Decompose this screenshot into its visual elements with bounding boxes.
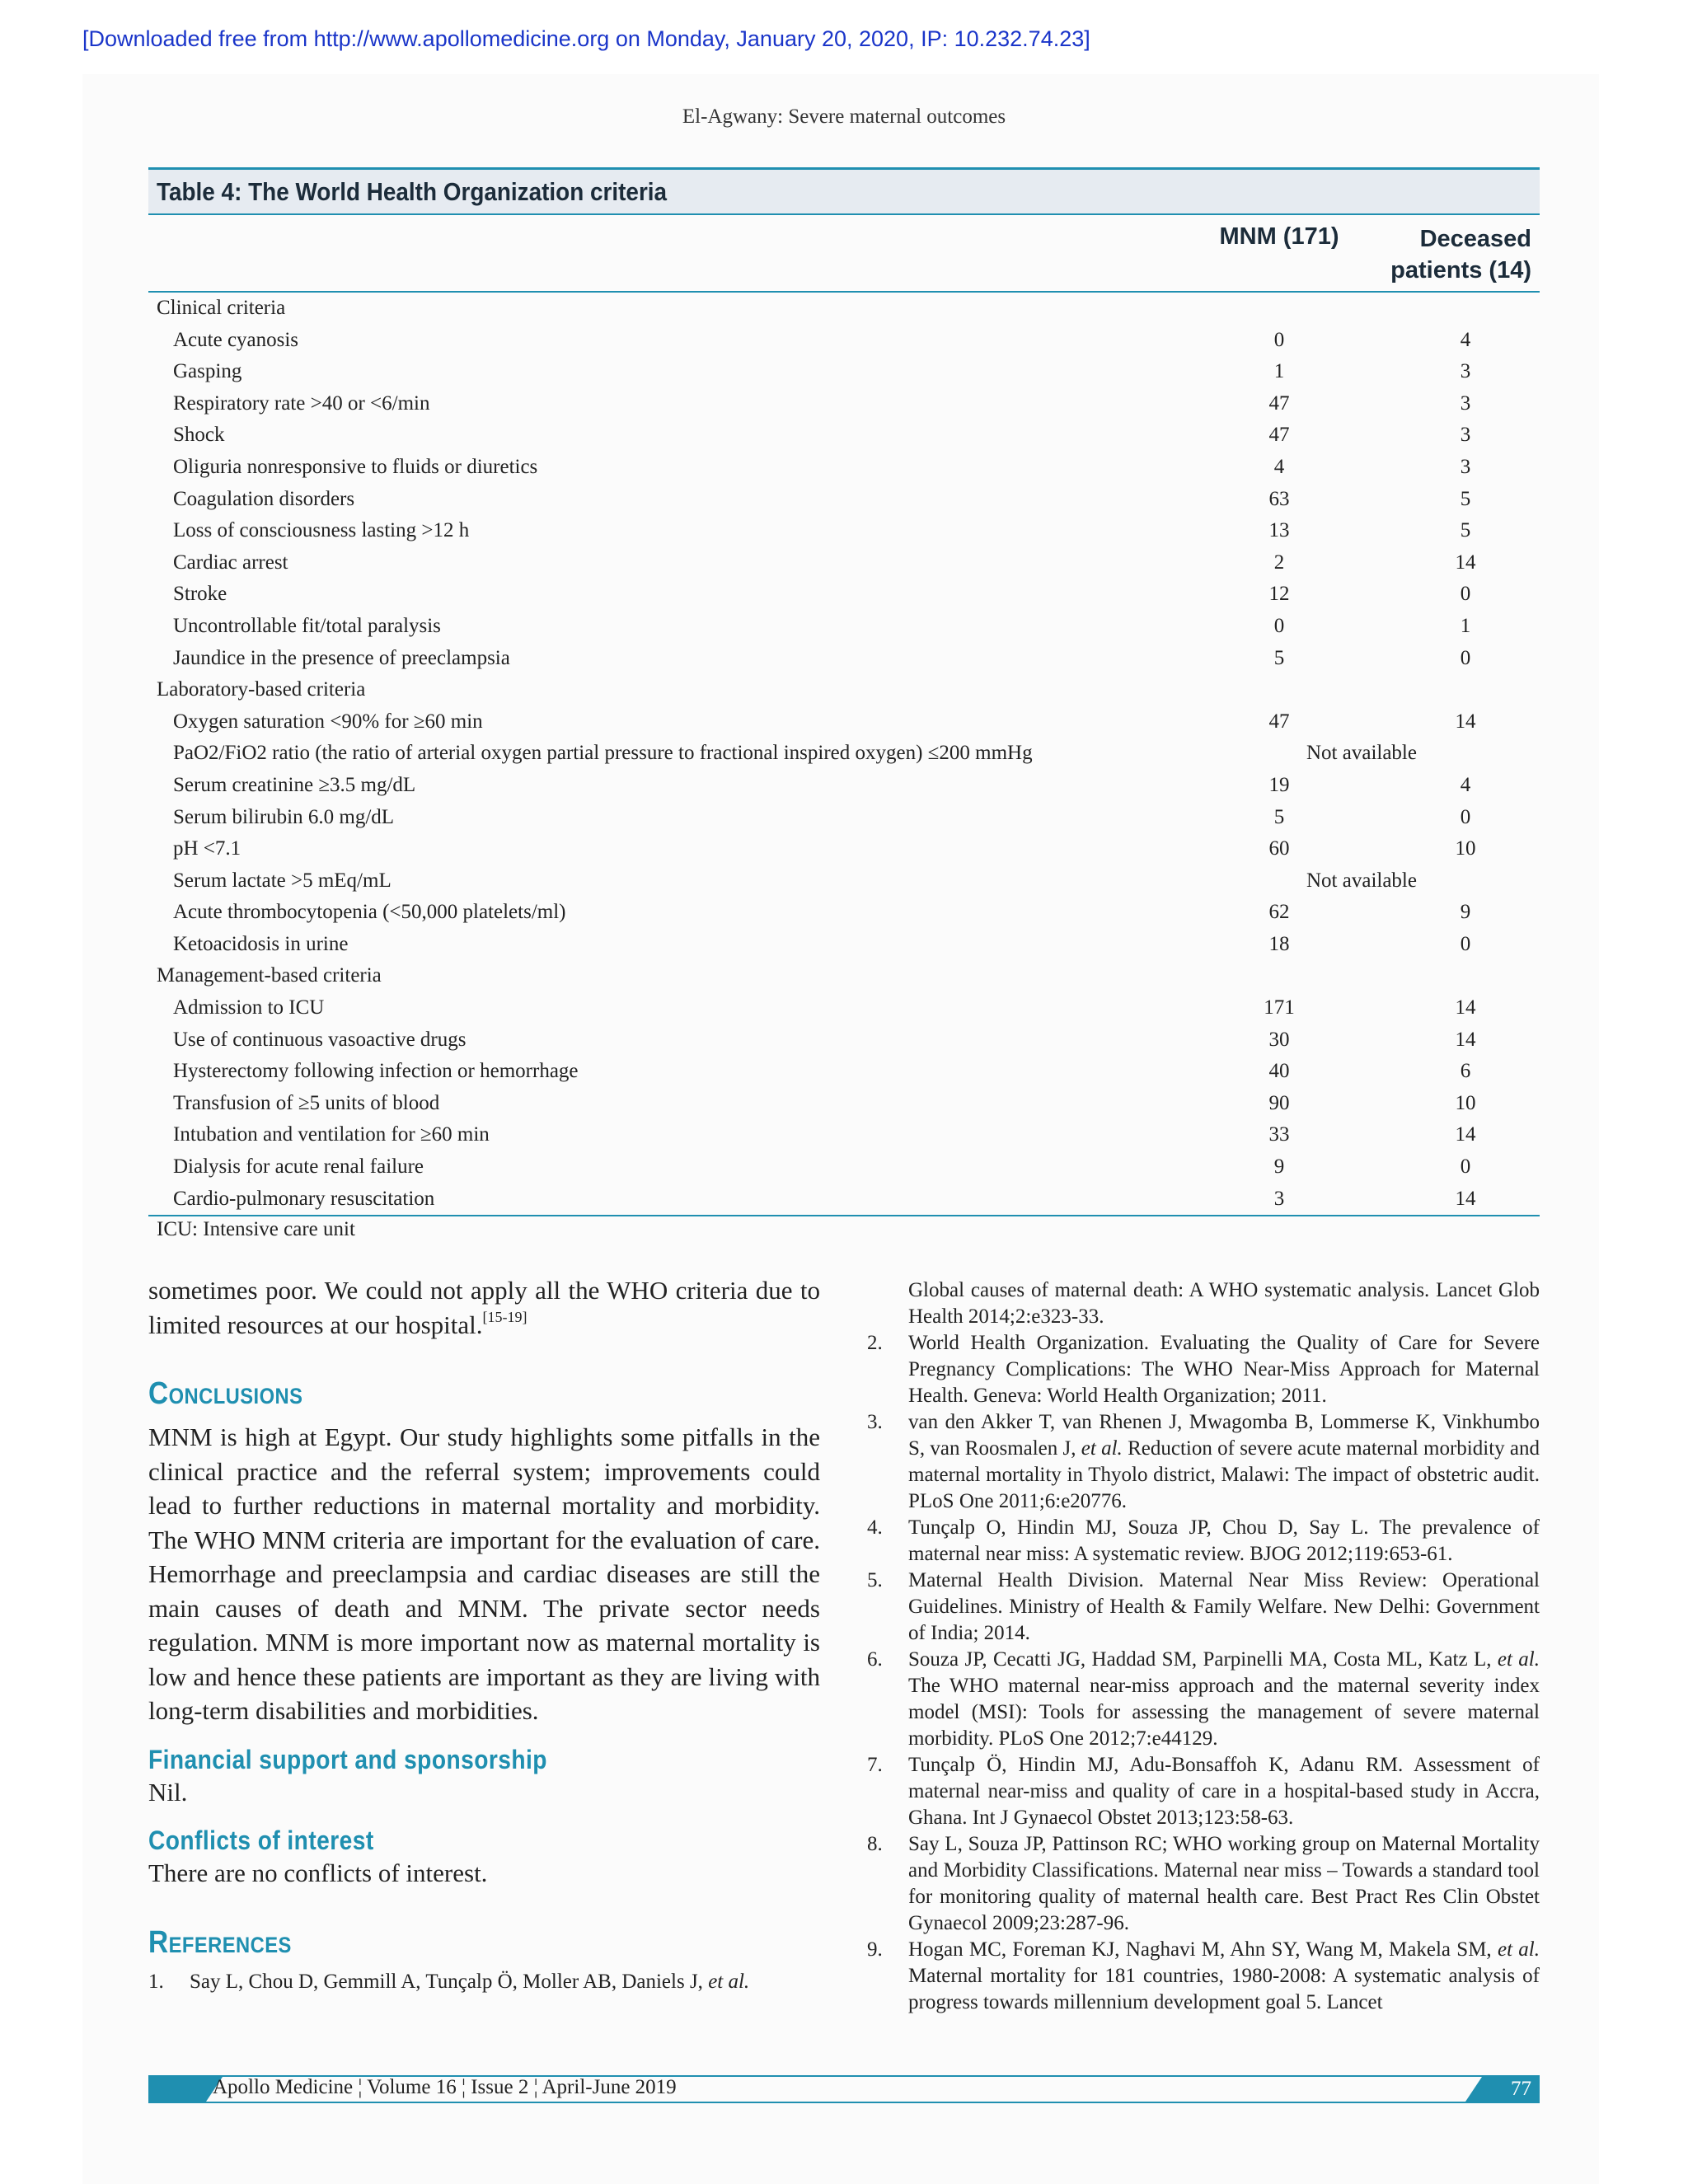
row-deceased-value: 3 bbox=[1460, 360, 1471, 383]
table-section-row bbox=[148, 674, 1540, 706]
row-mnm-value: 40 bbox=[1268, 1060, 1290, 1083]
row-mnm-value: 3 bbox=[1273, 1187, 1285, 1210]
row-label: Oxygen saturation <90% for ≥60 min bbox=[173, 710, 483, 733]
funding-heading: Financial support and sponsorship bbox=[148, 1744, 547, 1774]
row-label: Use of continuous vasoactive drugs bbox=[173, 1028, 467, 1051]
table-row bbox=[148, 388, 1540, 420]
table-row bbox=[148, 484, 1540, 516]
row-deceased-value: 0 bbox=[1460, 932, 1471, 955]
row-deceased-value: 3 bbox=[1460, 391, 1471, 415]
table-body bbox=[148, 293, 1540, 1215]
row-deceased-value: 9 bbox=[1460, 901, 1471, 924]
row-label: Oliguria nonresponsive to fluids or diuretics bbox=[173, 455, 538, 478]
row-label: Jaundice in the presence of preeclampsia bbox=[173, 646, 510, 669]
table-column-headers bbox=[148, 215, 1540, 293]
row-mnm-value: 9 bbox=[1273, 1155, 1285, 1179]
row-label: Transfusion of ≥5 units of blood bbox=[173, 1091, 440, 1114]
table-row bbox=[148, 929, 1540, 961]
citation[interactable]: [15-19] bbox=[482, 1308, 528, 1325]
row-label: Hysterectomy following infection or hemorrhage bbox=[173, 1060, 579, 1083]
table-row bbox=[148, 802, 1540, 834]
table-row bbox=[148, 547, 1540, 579]
reference-item: 6. Souza JP, Cecatti JG, Haddad SM, Parpinelli MA, Costa ML, Katz L, et al. The WHO maternal near-miss approach and the maternal severity index model (MSI): Tools for assessing the management of severe maternal morbidity. PLoS One 2012;7:e44129. bbox=[867, 1648, 1540, 1750]
row-not-available: Not available bbox=[1306, 869, 1417, 892]
row-label: Admission to ICU bbox=[173, 996, 325, 1019]
row-deceased-value: 10 bbox=[1455, 1091, 1476, 1114]
table-row bbox=[148, 419, 1540, 452]
row-label: Gasping bbox=[173, 360, 242, 383]
row-mnm-value: 13 bbox=[1268, 519, 1290, 542]
row-label: Shock bbox=[173, 424, 225, 447]
row-deceased-value: 5 bbox=[1460, 487, 1471, 510]
funding-text: Nil. bbox=[148, 1777, 188, 1807]
row-mnm-value: 5 bbox=[1273, 646, 1285, 669]
row-deceased-value: 3 bbox=[1460, 424, 1471, 447]
right-column bbox=[867, 1277, 1540, 2016]
row-label: Serum lactate >5 mEq/mL bbox=[173, 869, 392, 892]
table-row bbox=[148, 1088, 1540, 1120]
row-mnm-value: 30 bbox=[1268, 1028, 1290, 1051]
reference-list bbox=[867, 1330, 1540, 2016]
table-bottom-rule bbox=[148, 1215, 1540, 1216]
row-mnm-value: 47 bbox=[1268, 424, 1290, 447]
table-row bbox=[148, 643, 1540, 675]
table-row bbox=[148, 356, 1540, 388]
row-label: Management-based criteria bbox=[157, 964, 382, 987]
row-mnm-value: 4 bbox=[1273, 455, 1285, 478]
table-row bbox=[148, 1119, 1540, 1151]
table-title: Table 4: The World Health Organization criteria bbox=[148, 167, 1540, 215]
row-label: Coagulation disorders bbox=[173, 487, 355, 510]
conclusions-heading: Conclusions bbox=[148, 1376, 303, 1411]
footer-accent bbox=[148, 2077, 206, 2102]
row-deceased-value: 14 bbox=[1455, 1187, 1476, 1210]
row-mnm-value: 90 bbox=[1268, 1091, 1290, 1114]
download-banner[interactable]: [Downloaded free from http://www.apollomedicine.org on Monday, January 20, 2020, IP: 10.232.74.23] bbox=[82, 26, 1090, 51]
row-label: Dialysis for acute renal failure bbox=[173, 1155, 424, 1179]
row-label: Stroke bbox=[173, 583, 227, 606]
row-deceased-value: 0 bbox=[1460, 646, 1471, 669]
table-row bbox=[148, 1183, 1540, 1216]
row-deceased-value: 5 bbox=[1460, 519, 1471, 542]
row-mnm-value: 12 bbox=[1268, 583, 1290, 606]
table-section-row bbox=[148, 293, 1540, 325]
row-deceased-value: 0 bbox=[1460, 583, 1471, 606]
reference-item: 3. van den Akker T, van Rhenen J, Mwagomba B, Lommerse K, Vinkhumbo S, van Roosmalen J, et al. Reduction of severe acute maternal morbidity and maternal mortality in Thyolo district, Malawi: The impact of obstetric audit. PLoS One 2011;6:e20776. bbox=[867, 1411, 1540, 1512]
reference-item: 7. Tunçalp Ö, Hindin MJ, Adu-Bonsaffoh K, Adanu RM. Assessment of maternal near-miss and quality of care in a hospital-based study in Accra, Ghana. Int J Gynaecol Obstet 2013;123:58-63. bbox=[867, 1754, 1540, 1829]
row-label: Clinical criteria bbox=[157, 297, 286, 319]
row-mnm-value: 19 bbox=[1268, 773, 1290, 796]
column-header-deceased: Deceased patients (14) bbox=[1390, 226, 1531, 284]
reference-item: 2. World Health Organization. Evaluating the Quality of Care for Severe Pregnancy Complications: The WHO Near-Miss Approach for Maternal Health. Geneva: World Health Organization; 2011. bbox=[867, 1332, 1540, 1407]
table-row bbox=[148, 833, 1540, 865]
row-label: Laboratory-based criteria bbox=[157, 678, 366, 701]
references-heading: References bbox=[148, 1924, 292, 1960]
who-criteria-table bbox=[148, 167, 1540, 1241]
row-mnm-value: 47 bbox=[1268, 710, 1290, 733]
table-footnote: ICU: Intensive care unit bbox=[157, 1218, 355, 1241]
row-mnm-value: 2 bbox=[1273, 551, 1285, 574]
reference-item: 9. Hogan MC, Foreman KJ, Naghavi M, Ahn SY, Wang M, Makela SM, et al. Maternal mortality for 181 countries, 1980-2008: A systematic analysis of progress towards millennium development goal 5. Lancet bbox=[867, 1938, 1540, 2013]
table-row bbox=[148, 738, 1540, 770]
table-row bbox=[148, 770, 1540, 802]
reference-item: 4. Tunçalp O, Hindin MJ, Souza JP, Chou D, Say L. The prevalence of maternal near miss: A systematic review. BJOG 2012;119:653-61. bbox=[867, 1516, 1540, 1565]
row-label: Acute thrombocytopenia (<50,000 platelets/ml) bbox=[173, 901, 566, 924]
row-mnm-value: 0 bbox=[1273, 614, 1285, 637]
table-row bbox=[148, 1151, 1540, 1183]
left-column bbox=[148, 1273, 820, 1995]
row-mnm-value: 1 bbox=[1273, 360, 1285, 383]
row-label: Loss of consciousness lasting >12 h bbox=[173, 519, 470, 542]
row-mnm-value: 33 bbox=[1268, 1123, 1290, 1146]
row-mnm-value: 0 bbox=[1273, 328, 1285, 351]
reference-item: 5. Maternal Health Division. Maternal Near Miss Review: Operational Guidelines. Ministry of Health & Family Welfare. New Delhi: Government of India; 2014. bbox=[867, 1569, 1540, 1644]
row-deceased-value: 6 bbox=[1460, 1060, 1471, 1083]
row-label: Serum bilirubin 6.0 mg/dL bbox=[173, 805, 395, 828]
row-deceased-value: 14 bbox=[1455, 551, 1476, 574]
conflicts-text: There are no conflicts of interest. bbox=[148, 1858, 488, 1887]
table-row bbox=[148, 1024, 1540, 1057]
row-deceased-value: 3 bbox=[1460, 455, 1471, 478]
running-head: El-Agwany: Severe maternal outcomes bbox=[682, 105, 1006, 128]
row-mnm-value: 63 bbox=[1268, 487, 1290, 510]
table-row bbox=[148, 325, 1540, 357]
table-row bbox=[148, 706, 1540, 738]
row-label: Respiratory rate >40 or <6/min bbox=[173, 391, 430, 415]
table-row bbox=[148, 579, 1540, 611]
row-deceased-value: 4 bbox=[1460, 773, 1471, 796]
table-row bbox=[148, 515, 1540, 547]
conclusions-paragraph: MNM is high at Egypt. Our study highlights some pitfalls in the clinical practice and the referral system; improvements could lead to further reductions in maternal mortality and morbidity. The WHO MNM criteria are important for the evaluation of care. Hemorrhage and preeclampsia and cardiac diseases are still the main causes of death and MNM. The private sector needs regulation. MNM is more important now as maternal mortality is low and hence these patients are important as they are living with long-term disabilities and morbidities. bbox=[148, 1422, 820, 1725]
row-label: Ketoacidosis in urine bbox=[173, 932, 349, 955]
row-label: Acute cyanosis bbox=[173, 328, 299, 351]
page-number: 77 bbox=[1482, 2077, 1540, 2102]
reference-item-continued: Global causes of maternal death: A WHO systematic analysis. Lancet Glob Health 2014;2:e323-33. bbox=[908, 1279, 1540, 1328]
column-header-mnm: MNM (171) bbox=[1219, 223, 1339, 250]
row-deceased-value: 14 bbox=[1455, 996, 1476, 1019]
row-label: pH <7.1 bbox=[173, 837, 241, 860]
row-deceased-value: 0 bbox=[1460, 1155, 1471, 1179]
row-deceased-value: 14 bbox=[1455, 710, 1476, 733]
row-mnm-value: 5 bbox=[1273, 805, 1285, 828]
table-row bbox=[148, 1056, 1540, 1088]
page-footer bbox=[148, 2075, 1540, 2103]
table-row bbox=[148, 992, 1540, 1024]
intro-paragraph: sometimes poor. We could not apply all the WHO criteria due to limited resources at our hospital.[15-19] bbox=[148, 1276, 820, 1339]
row-deceased-value: 0 bbox=[1460, 805, 1471, 828]
table-row bbox=[148, 897, 1540, 929]
row-deceased-value: 14 bbox=[1455, 1028, 1476, 1051]
reference-item: 8. Say L, Souza JP, Pattinson RC; WHO working group on Maternal Mortality and Morbidity Classifications. Maternal near miss – Towards a standard tool for monitoring quality of maternal health care. Best Pract Res Clin Obstet Gynaecol 2009;23:287-96. bbox=[867, 1833, 1540, 1934]
row-mnm-value: 60 bbox=[1268, 837, 1290, 860]
row-deceased-value: 1 bbox=[1460, 614, 1471, 637]
row-deceased-value: 4 bbox=[1460, 328, 1471, 351]
row-label: Intubation and ventilation for ≥60 min bbox=[173, 1123, 490, 1146]
table-row bbox=[148, 611, 1540, 643]
reference-item: 1. Say L, Chou D, Gemmill A, Tunçalp Ö, Moller AB, Daniels J, et al. bbox=[148, 1970, 750, 1993]
row-not-available: Not available bbox=[1306, 742, 1417, 765]
row-label: Uncontrollable fit/total paralysis bbox=[173, 614, 441, 637]
table-section-row bbox=[148, 960, 1540, 992]
row-mnm-value: 18 bbox=[1268, 932, 1290, 955]
row-mnm-value: 47 bbox=[1268, 391, 1290, 415]
footer-journal-info: Apollo Medicine ¦ Volume 16 ¦ Issue 2 ¦ April-June 2019 bbox=[213, 2076, 677, 2098]
row-label: Cardio-pulmonary resuscitation bbox=[173, 1187, 435, 1210]
row-mnm-value: 171 bbox=[1264, 996, 1295, 1019]
row-mnm-value: 62 bbox=[1268, 901, 1290, 924]
row-label: Serum creatinine ≥3.5 mg/dL bbox=[173, 773, 416, 796]
table-row bbox=[148, 452, 1540, 484]
conflicts-heading: Conflicts of interest bbox=[148, 1825, 374, 1855]
row-deceased-value: 10 bbox=[1455, 837, 1476, 860]
row-deceased-value: 14 bbox=[1455, 1123, 1476, 1146]
table-row bbox=[148, 865, 1540, 898]
row-label: Cardiac arrest bbox=[173, 551, 288, 574]
row-label: PaO2/FiO2 ratio (the ratio of arterial oxygen partial pressure to fractional inspired oxygen) ≤200 mmHg bbox=[173, 742, 1033, 765]
